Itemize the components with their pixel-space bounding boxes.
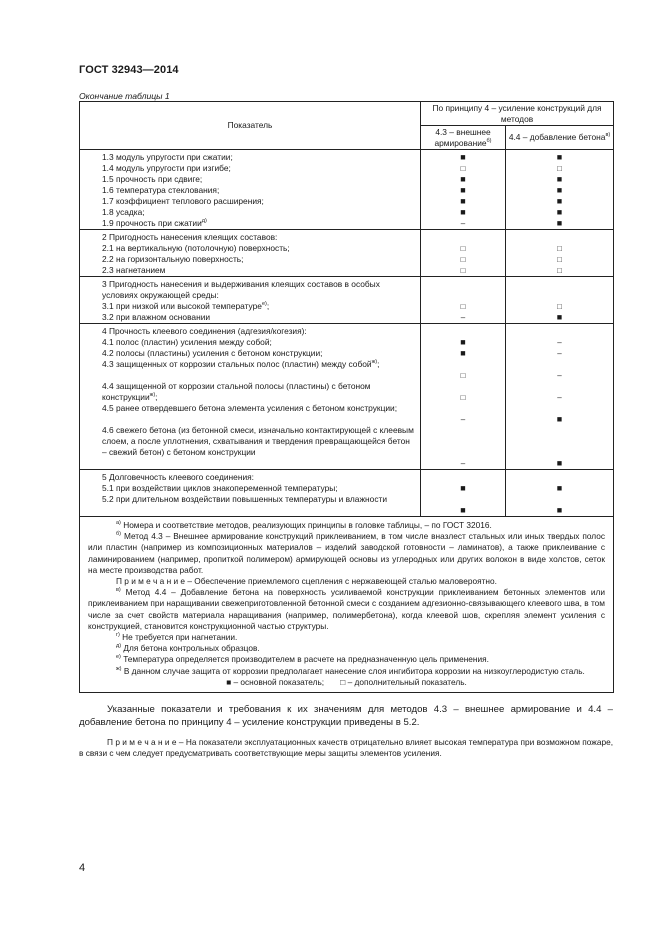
table-footnotes xyxy=(80,517,614,693)
group-values-4-3 xyxy=(421,150,506,230)
value-extra: □ xyxy=(557,302,562,311)
table-group-5 xyxy=(80,470,614,517)
table-caption: Окончание таблицы 1 xyxy=(79,91,170,101)
table-group-3 xyxy=(80,277,614,324)
group-values-4-4 xyxy=(506,470,614,517)
footnote-zh: $^{ж)}$ В данном случае защита от коррозии предполагает нанесение слоя ингибитора коррозии на низкоуглеродистую сталь. xyxy=(116,665,585,676)
indicator-row: 5.1 при воздействии циклов знакопеременной температуры; xyxy=(102,483,338,493)
table-group-2 xyxy=(80,230,614,277)
indicator-row: 2.3 нагнетанием xyxy=(102,265,166,275)
value-empty xyxy=(421,326,505,337)
footnote-note: П р и м е ч а н и е – Обеспечение приемлемого сцепления с нержавеющей сталью маловероятно. xyxy=(116,576,497,587)
value-extra: □ xyxy=(460,371,466,380)
value-none: – xyxy=(557,393,562,402)
value-main: ■ xyxy=(460,196,466,206)
value-extra: □ xyxy=(557,266,562,275)
page-number: 4 xyxy=(79,862,86,874)
value-extra: □ xyxy=(460,302,466,311)
group-indicators xyxy=(80,324,421,470)
header-indicator: Показатель xyxy=(80,102,421,150)
value-none: – xyxy=(460,313,466,322)
group-indicators xyxy=(80,230,421,277)
footnote-e: $^{е)}$ Температура определяется производителем в расчете на предназначенную цель применения. xyxy=(116,654,489,665)
footnote-a: $^{а)}$ Номера и соответствие методов, реализующих принципы в головке таблицы, – по ГОСТ 32016. xyxy=(116,520,492,530)
indicator-row: 3.1 при низкой или высокой температуре$^{е)}$; xyxy=(102,301,270,311)
value-main: ■ xyxy=(460,505,466,515)
value-extra: □ xyxy=(460,255,466,264)
value-main: ■ xyxy=(460,483,466,493)
footnote-v: $^{в)}$ Метод 4.4 – Добавление бетона на поверхность усиливаемой конструкции приклеиванием бетонных элементов или приклеиванием при наращивании свежеприготовленной бетонной смеси с созданием адгезионно-связывающего клеевого шва, в том числе за счет свойств материала наращивания (например, полимербетона), когда клеевой шов, скрепляя элемент усиления с конструкцией, становится конструкционной частью структуры. xyxy=(88,587,606,631)
footnote-d: $^{д)}$ Для бетона контрольных образцов. xyxy=(116,643,260,654)
value-main: ■ xyxy=(556,458,563,468)
header-method-4-3: 4.3 – внешнее армирование$^{б)}$ xyxy=(421,126,506,150)
value-empty xyxy=(506,232,613,243)
value-empty xyxy=(421,232,505,243)
value-empty xyxy=(421,472,505,483)
header-method-4-4: 4.4 – добавление бетона$^{в)}$ xyxy=(506,126,614,150)
group-values-4-4 xyxy=(506,277,614,324)
group-indicators xyxy=(80,277,421,324)
value-main: ■ xyxy=(556,414,563,424)
value-none: – xyxy=(557,349,562,358)
indicator-row: 2.1 на вертикальную (потолочную) поверхность; xyxy=(102,243,290,253)
value-none: – xyxy=(460,415,466,424)
group-values-4-4 xyxy=(506,150,614,230)
document-title: ГОСТ 32943—2014 xyxy=(79,64,179,76)
value-main: ■ xyxy=(460,337,466,347)
value-empty xyxy=(421,279,505,301)
value-main: ■ xyxy=(556,312,563,322)
table-group-4 xyxy=(80,324,614,470)
value-main: ■ xyxy=(460,152,466,162)
legend-main: ■ – основной показатель; xyxy=(226,676,325,687)
symbol-legend xyxy=(88,677,605,688)
value-extra: □ xyxy=(460,393,466,402)
value-main: ■ xyxy=(556,207,563,217)
group-values-4-3 xyxy=(421,470,506,517)
value-main: ■ xyxy=(460,207,466,217)
value-extra: □ xyxy=(557,164,562,173)
value-empty xyxy=(506,326,613,337)
group-values-4-4 xyxy=(506,324,614,470)
value-extra: □ xyxy=(460,266,466,275)
value-empty xyxy=(506,472,613,483)
value-main: ■ xyxy=(556,196,563,206)
value-none: – xyxy=(557,338,562,347)
indicator-row: 2 Пригодность нанесения клеящих составов: xyxy=(102,232,278,242)
indicator-row: 1.9 прочность при сжатии$^{д)}$ xyxy=(102,218,207,228)
value-empty xyxy=(506,279,613,301)
indicator-row: 1.3 модуль упругости при сжатии; xyxy=(102,152,233,162)
value-main: ■ xyxy=(556,152,563,162)
table-group-1 xyxy=(80,150,614,230)
indicator-row: 4.3 защищенных от коррозии стальных полос (пластин) между собой$^{ж)}$; xyxy=(102,359,380,369)
group-values-4-3 xyxy=(421,230,506,277)
footnote-b: $^{б)}$ Метод 4.3 – Внешнее армирование конструкций приклеиванием, в том числе вназлест стальных или иных твердых полос или пластин (например из композиционных материалов – изделий заводской готовности – ламинатов), а также приклеивание с ламинированием (например, пропиткой полимером) армирующей основы из углеродных или других волокон в виде холстов, сеток на месте производства работ. xyxy=(88,531,606,575)
indicator-row: 2.2 на горизонтальную поверхность; xyxy=(102,254,244,264)
group-indicators xyxy=(80,150,421,230)
body-paragraph: Указанные показатели и требования к их значениям для методов 4.3 – внешнее армирование и 4.4 – добавление бетона по принципу 4 – усиление конструкции приведены в 5.2. xyxy=(79,704,613,728)
value-main: ■ xyxy=(556,174,563,184)
indicator-row: 1.6 температура стеклования; xyxy=(102,185,220,195)
group-values-4-4 xyxy=(506,230,614,277)
body-note: П р и м е ч а н и е – На показатели эксплуатационных качеств отрицательно влияет высокая температура при возможном пожаре, в связи с чем следует предусматривать соответствующие меры защиты элементов усиления. xyxy=(79,737,614,759)
value-none: – xyxy=(460,459,466,468)
legend-extra: □ – дополнительный показатель. xyxy=(340,676,467,687)
indicator-row: 3 Пригодность нанесения и выдерживания клеящих составов в особых условиях окружающей среды: xyxy=(102,279,380,300)
indicator-row: 5.2 при длительном воздействии повышенных температуры и влажности xyxy=(102,494,388,504)
value-extra: □ xyxy=(460,244,466,253)
group-values-4-3 xyxy=(421,277,506,324)
value-main: ■ xyxy=(556,185,563,195)
value-main: ■ xyxy=(556,483,563,493)
indicator-row: 1.5 прочность при сдвиге; xyxy=(102,174,203,184)
value-main: ■ xyxy=(460,348,466,358)
value-main: ■ xyxy=(556,505,563,515)
footnote-g: $^{г)}$ Не требуется при нагнетании. xyxy=(116,632,238,643)
value-main: ■ xyxy=(460,174,466,184)
value-none: – xyxy=(460,219,466,228)
indicator-row: 4 Прочность клеевого соединения (адгезия/когезия): xyxy=(102,326,307,336)
indicator-row: 4.2 полосы (пластины) усиления с бетоном конструкции; xyxy=(102,348,323,358)
indicator-row: 1.4 модуль упругости при изгибе; xyxy=(102,163,231,173)
table-1-continued xyxy=(79,101,614,693)
value-main: ■ xyxy=(556,218,563,228)
indicator-row: 4.6 свежего бетона (из бетонной смеси, изначально контактирующей с клеевым слоем, а после уплотнения, схватывания и твердения превращающейся бетон – свежий бетон) с бетоном конструкции xyxy=(102,425,414,457)
value-extra: □ xyxy=(460,164,466,173)
value-extra: □ xyxy=(557,255,562,264)
value-extra: □ xyxy=(557,244,562,253)
indicator-row: 5 Долговечность клеевого соединения: xyxy=(102,472,254,482)
indicator-row: 4.4 защищенной от коррозии стальной полосы (пластины) с бетоном конструкции$^{ж)}$; xyxy=(102,381,371,402)
group-indicators xyxy=(80,470,421,517)
indicator-row: 4.5 ранее отвердевшего бетона элемента усиления с бетоном конструкции; xyxy=(102,403,398,413)
indicator-row: 3.2 при влажном основании xyxy=(102,312,211,322)
value-main: ■ xyxy=(460,185,466,195)
indicator-row: 1.8 усадка; xyxy=(102,207,145,217)
indicator-row: 1.7 коэффициент теплового расширения; xyxy=(102,196,264,206)
indicator-row: 4.1 полос (пластин) усиления между собой; xyxy=(102,337,272,347)
group-values-4-3 xyxy=(421,324,506,470)
value-none: – xyxy=(557,371,562,380)
header-principle-group: По принципу 4 – усиление конструкций для методов xyxy=(421,102,614,126)
